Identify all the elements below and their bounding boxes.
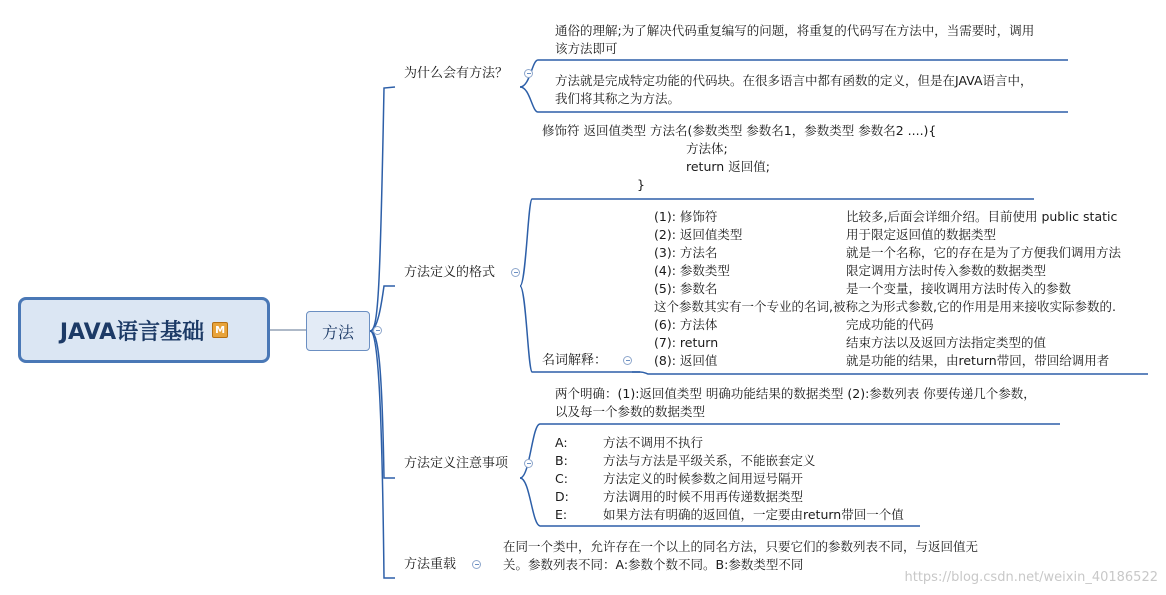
term-key: (2): 返回值类型 (654, 227, 743, 242)
rule-value: 方法调用的时候不用再传递数据类型 (603, 489, 804, 504)
format-code-signature: 修饰符 返回值类型 方法名(参数类型 参数名1，参数类型 参数名2 ....){ (542, 123, 937, 138)
notes-two-clear-line-1: 两个明确：(1):返回值类型 明确功能结果的数据类型 (2):参数列表 你要传递几个参数， (555, 386, 1036, 401)
rule-value: 方法与方法是平级关系，不能嵌套定义 (603, 453, 816, 468)
watermark: https://blog.csdn.net/weixin_40186522 (904, 570, 1158, 585)
term-value: 用于限定返回值的数据类型 (846, 227, 997, 242)
rule-value: 如果方法有明确的返回值，一定要由return带回一个值 (603, 507, 904, 522)
overload-note (503, 538, 978, 574)
collapse-toggle-icon[interactable] (524, 69, 533, 78)
collapse-toggle-icon[interactable] (373, 326, 382, 335)
collapse-toggle-icon[interactable] (524, 459, 533, 468)
map-marker-icon: M (212, 322, 228, 338)
root-node[interactable] (18, 297, 270, 363)
terms-label[interactable]: 名词解释： (542, 353, 608, 368)
why-note-2-line-1: 方法就是完成特定功能的代码块。在很多语言中都有函数的定义，但是在JAVA语言中， (555, 73, 1033, 88)
overload-note-line-2: 关。参数列表不同：A:参数个数不同。B:参数类型不同 (503, 557, 804, 572)
rule-value: 方法定义的时候参数之间用逗号隔开 (603, 471, 804, 486)
term-key: (5): 参数名 (654, 281, 718, 296)
rule-key: B: (555, 453, 568, 468)
topic-method-label: 方法 (321, 322, 354, 342)
term-key: (7): return (654, 335, 719, 350)
term-value: 就是一个名称，它的存在是为了方便我们调用方法 (846, 245, 1122, 260)
root-title: JAVA语言基础 (59, 319, 205, 345)
rule-key: E: (555, 507, 568, 522)
term-key: (1): 修饰符 (654, 209, 718, 224)
overload-note-line-1: 在同一个类中，允许存在一个以上的同名方法，只要它们的参数列表不同，与返回值无 (503, 539, 979, 554)
format-code-close: } (637, 177, 645, 192)
term-value: 是一个变量，接收调用方法时传入的参数 (846, 281, 1072, 296)
notes-two-clear-line-2: 以及每一个参数的数据类型 (555, 404, 706, 419)
term-key: (4): 参数类型 (654, 263, 730, 278)
topic-method[interactable] (306, 311, 370, 351)
collapse-toggle-icon[interactable] (472, 560, 481, 569)
term-key: (6): 方法体 (654, 317, 718, 332)
collapse-toggle-icon[interactable] (623, 356, 632, 365)
collapse-toggle-icon[interactable] (511, 268, 520, 277)
notes-two-clear (555, 385, 1036, 421)
term-key: (8): 返回值 (654, 353, 718, 368)
term-extra: 这个参数其实有一个专业的名词,被称之为形式参数,它的作用是用来接收实际参数的. (654, 299, 1116, 314)
why-note-2 (555, 72, 1033, 108)
rule-key: D: (555, 489, 569, 504)
term-value: 限定调用方法时传入参数的数据类型 (846, 263, 1047, 278)
term-value: 就是功能的结果，由return带回，带回给调用者 (846, 353, 1110, 368)
why-note-1 (555, 22, 1034, 58)
topic-why[interactable]: 为什么会有方法？ (404, 66, 509, 81)
format-code-return: return 返回值; (686, 159, 770, 174)
term-value: 比较多,后面会详细介绍。目前使用 public static (846, 209, 1118, 224)
term-value: 完成功能的代码 (846, 317, 934, 332)
topic-overload[interactable]: 方法重载 (404, 557, 457, 572)
term-key: (3): 方法名 (654, 245, 718, 260)
topic-notes[interactable]: 方法定义注意事项 (404, 456, 509, 471)
rule-key: C: (555, 471, 568, 486)
why-note-1-line-2: 该方法即可 (555, 41, 618, 56)
rule-value: 方法不调用不执行 (603, 435, 704, 450)
format-code-body: 方法体; (686, 141, 728, 156)
topic-format[interactable]: 方法定义的格式 (404, 265, 496, 280)
term-value: 结束方法以及返回方法指定类型的值 (846, 335, 1047, 350)
rule-key: A: (555, 435, 568, 450)
why-note-2-line-2: 我们将其称之为方法。 (555, 91, 681, 106)
why-note-1-line-1: 通俗的理解;为了解决代码重复编写的问题，将重复的代码写在方法中，当需要时，调用 (555, 23, 1035, 38)
